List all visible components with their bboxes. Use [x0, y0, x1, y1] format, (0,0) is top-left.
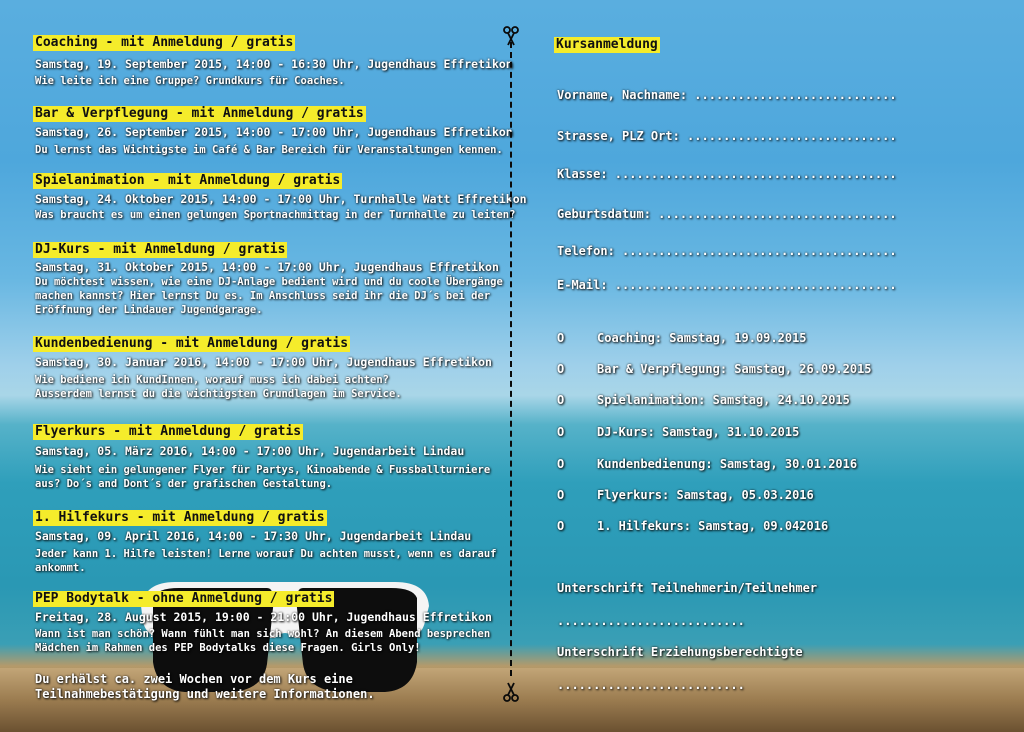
checkbox-mark[interactable]: O — [557, 362, 565, 376]
footer-note: Du erhälst ca. zwei Wochen vor dem Kurs eine — [35, 672, 353, 686]
scissors-icon — [501, 682, 521, 702]
option-kundenbedienung[interactable] — [557, 456, 857, 472]
signature-line-guardian[interactable]: .......................... — [557, 678, 745, 692]
course-title: PEP Bodytalk - ohne Anmeldung / gratis — [35, 591, 333, 606]
option-flyerkurs[interactable] — [557, 487, 814, 503]
field-email[interactable]: E-Mail: ....................................... — [557, 278, 897, 292]
signature-label-guardian: Unterschrift Erziehungsberechtigte — [557, 645, 803, 659]
option-spielanimation[interactable] — [557, 392, 850, 408]
option-dj[interactable] — [557, 424, 799, 440]
option-label: Coaching: Samstag, 19.09.2015 — [597, 331, 807, 345]
course-title: Spielanimation - mit Anmeldung / gratis — [35, 173, 341, 188]
checkbox-mark[interactable]: O — [557, 488, 565, 502]
option-hilfekurs[interactable] — [557, 518, 828, 534]
course-date: Samstag, 26. September 2015, 14:00 - 17:00 Uhr, Jugendhaus Effretikon — [35, 125, 513, 139]
course-description: Du möchtest wissen, wie eine DJ-Anlage bedient wird und du coole Übergänge — [35, 276, 503, 288]
course-title: DJ-Kurs - mit Anmeldung / gratis — [35, 242, 286, 257]
option-label: DJ-Kurs: Samstag, 31.10.2015 — [597, 425, 800, 439]
course-description: machen kannst? Hier lernst Du es. Im Anschluss seid ihr die DJ´s bei der — [35, 290, 491, 302]
course-description: Wann ist man schön? Wann fühlt man sich wohl? An diesem Abend besprechen — [35, 628, 491, 640]
course-title: Flyerkurs - mit Anmeldung / gratis — [35, 424, 302, 439]
form-title: Kursanmeldung — [556, 37, 658, 52]
course-description: ankommt. — [35, 562, 86, 574]
course-description: Wie bediene ich KundInnen, worauf muss ich dabei achten? — [35, 374, 390, 386]
checkbox-mark[interactable]: O — [557, 425, 565, 439]
checkbox-mark[interactable]: O — [557, 393, 565, 407]
course-title: Coaching - mit Anmeldung / gratis — [35, 35, 294, 50]
field-phone[interactable]: Telefon: ...................................... — [557, 244, 897, 258]
course-description: Mädchen im Rahmen des PEP Bodytalks diese Fragen. Girls Only! — [35, 642, 421, 654]
footer-note: Teilnahmebestätigung und weitere Informationen. — [35, 687, 375, 701]
course-description: Eröffnung der Lindauer Jugendgarage. — [35, 304, 263, 316]
course-title: Bar & Verpflegung - mit Anmeldung / gratis — [35, 106, 364, 121]
course-date: Freitag, 28. August 2015, 19:00 - 21:00 Uhr, Jugendhaus Effretikon — [35, 610, 492, 624]
field-birthdate[interactable]: Geburtsdatum: ................................. — [557, 207, 897, 221]
option-coaching[interactable] — [557, 330, 807, 346]
course-date: Samstag, 24. Oktober 2015, 14:00 - 17:00 Uhr, Turnhalle Watt Effretikon — [35, 192, 527, 206]
checkbox-mark[interactable]: O — [557, 331, 565, 345]
checkbox-mark[interactable]: O — [557, 519, 565, 533]
field-class[interactable]: Klasse: ....................................... — [557, 167, 897, 181]
course-date: Samstag, 30. Januar 2016, 14:00 - 17:00 Uhr, Jugendhaus Effretikon — [35, 355, 492, 369]
option-label: Spielanimation: Samstag, 24.10.2015 — [597, 393, 850, 407]
field-address[interactable]: Strasse, PLZ Ort: ............................. — [557, 129, 897, 143]
course-description: Was braucht es um einen gelungen Sportnachmittag in der Turnhalle zu leiten? — [35, 209, 516, 221]
course-date: Samstag, 05. März 2016, 14:00 - 17:00 Uhr, Jugendarbeit Lindau — [35, 444, 465, 458]
signature-label-participant: Unterschrift Teilnehmerin/Teilnehmer — [557, 581, 818, 595]
signature-line-participant[interactable]: .......................... — [557, 614, 745, 628]
course-description: Wie leite ich eine Gruppe? Grundkurs für Coaches. — [35, 75, 345, 87]
course-title: Kundenbedienung - mit Anmeldung / gratis — [35, 336, 349, 351]
option-label: Kundenbedienung: Samstag, 30.01.2016 — [597, 457, 858, 471]
course-date: Samstag, 09. April 2016, 14:00 - 17:30 Uhr, Jugendarbeit Lindau — [35, 529, 472, 543]
course-description: Ausserdem lernst du die wichtigsten Grundlagen im Service. — [35, 388, 402, 400]
course-description: Wie sieht ein gelungener Flyer für Partys, Kinoabende & Fussballturniere — [35, 464, 491, 476]
option-label: Bar & Verpflegung: Samstag, 26.09.2015 — [597, 362, 872, 376]
course-date: Samstag, 31. Oktober 2015, 14:00 - 17:00 Uhr, Jugendhaus Effretikon — [35, 260, 499, 274]
checkbox-mark[interactable]: O — [557, 457, 565, 471]
course-description: Du lernst das Wichtigste im Café & Bar Bereich für Veranstaltungen kennen. — [35, 144, 503, 156]
course-title: 1. Hilfekurs - mit Anmeldung / gratis — [35, 510, 325, 525]
scissors-icon — [501, 26, 521, 46]
course-date: Samstag, 19. September 2015, 14:00 - 16:30 Uhr, Jugendhaus Effretikon — [35, 57, 513, 71]
option-bar[interactable] — [557, 361, 872, 377]
course-description: Jeder kann 1. Hilfe leisten! Lerne worauf Du achten musst, wenn es darauf — [35, 548, 497, 560]
option-label: 1. Hilfekurs: Samstag, 09.042016 — [597, 519, 829, 533]
option-label: Flyerkurs: Samstag, 05.03.2016 — [597, 488, 814, 502]
field-name[interactable]: Vorname, Nachname: ............................ — [557, 88, 897, 102]
course-description: aus? Do´s and Dont´s der grafischen Gestaltung. — [35, 478, 333, 490]
cut-line — [510, 42, 512, 676]
